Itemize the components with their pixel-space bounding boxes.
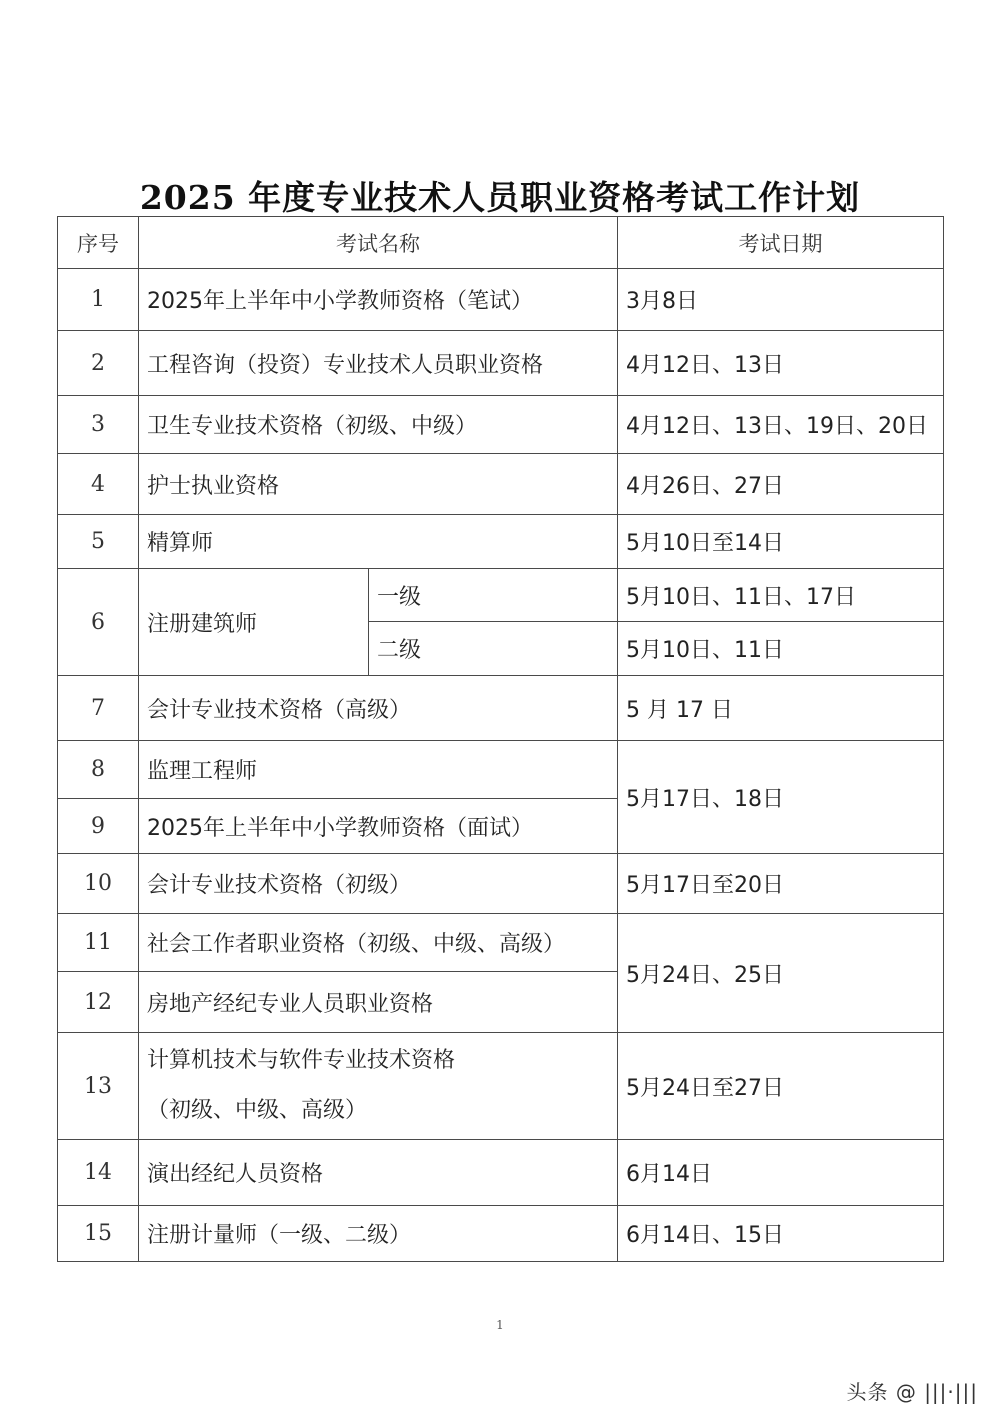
row-seq: 10 <box>58 854 139 914</box>
row-exam-date: 5月17日、18日 <box>618 741 944 854</box>
table-row <box>58 569 944 622</box>
row-seq: 4 <box>58 454 139 515</box>
row-exam-date: 5 月 17 日 <box>618 676 944 741</box>
header-seq: 序号 <box>58 217 139 269</box>
row-exam-name-line2: （初级、中级、高级） <box>147 1098 368 1123</box>
row-exam-name: 监理工程师 <box>139 741 618 799</box>
table-row <box>58 269 944 331</box>
table-row <box>58 454 944 515</box>
row-exam-date: 3月8日 <box>618 269 944 331</box>
row-exam-date: 5月17日至20日 <box>618 854 944 914</box>
row-exam-name: 2025年上半年中小学教师资格（面试） <box>139 799 618 854</box>
row-exam-date: 4月26日、27日 <box>618 454 944 515</box>
table-row <box>58 515 944 569</box>
row-exam-date: 4月12日、13日 <box>618 331 944 396</box>
row-exam-name: 卫生专业技术资格（初级、中级） <box>139 396 618 454</box>
row-exam-name: 工程咨询（投资）专业技术人员职业资格 <box>139 331 618 396</box>
row-exam-date: 6月14日 <box>618 1140 944 1206</box>
row-seq: 1 <box>58 269 139 331</box>
row-seq: 7 <box>58 676 139 741</box>
table-row <box>58 331 944 396</box>
row-exam-date: 4月12日、13日、19日、20日 <box>618 396 944 454</box>
row-seq: 13 <box>58 1033 139 1140</box>
exam-schedule-table <box>57 216 944 1262</box>
table-row <box>58 396 944 454</box>
source-watermark: 头条 @ |||·||| <box>846 1380 978 1404</box>
row-exam-date: 5月10日至14日 <box>618 515 944 569</box>
page-number: 1 <box>496 1318 504 1332</box>
row-exam-name: 精算师 <box>139 515 618 569</box>
row-seq: 6 <box>58 569 139 676</box>
row-exam-name: 社会工作者职业资格（初级、中级、高级） <box>139 914 618 972</box>
row-exam-name: 注册计量师（一级、二级） <box>139 1206 618 1262</box>
row-exam-name <box>139 1033 618 1140</box>
row-exam-name: 房地产经纪专业人员职业资格 <box>139 972 618 1033</box>
header-date: 考试日期 <box>618 217 944 269</box>
row-seq: 8 <box>58 741 139 799</box>
row-seq: 12 <box>58 972 139 1033</box>
row-exam-date: 5月10日、11日、17日 <box>618 569 944 622</box>
header-name: 考试名称 <box>139 217 618 269</box>
row-seq: 3 <box>58 396 139 454</box>
row-exam-name: 会计专业技术资格（高级） <box>139 676 618 741</box>
table-row <box>58 676 944 741</box>
row-exam-date: 5月10日、11日 <box>618 622 944 676</box>
row-exam-name-line1: 计算机技术与软件专业技术资格 <box>147 1048 456 1073</box>
table-row <box>58 741 944 799</box>
row-exam-name: 护士执业资格 <box>139 454 618 515</box>
table-row <box>58 854 944 914</box>
row-sub-level: 二级 <box>369 622 618 676</box>
table-header-row <box>58 217 944 269</box>
row-seq: 2 <box>58 331 139 396</box>
row-exam-name: 2025年上半年中小学教师资格（笔试） <box>139 269 618 331</box>
row-seq: 9 <box>58 799 139 854</box>
row-seq: 11 <box>58 914 139 972</box>
row-seq: 5 <box>58 515 139 569</box>
row-seq: 15 <box>58 1206 139 1262</box>
table-row <box>58 1206 944 1262</box>
row-exam-date: 6月14日、15日 <box>618 1206 944 1262</box>
row-exam-name: 注册建筑师 <box>139 569 369 676</box>
row-exam-date: 5月24日、25日 <box>618 914 944 1033</box>
table-row <box>58 1140 944 1206</box>
table-row <box>58 914 944 972</box>
row-exam-name: 会计专业技术资格（初级） <box>139 854 618 914</box>
row-exam-date: 5月24日至27日 <box>618 1033 944 1140</box>
table-row <box>58 1033 944 1140</box>
row-exam-name: 演出经纪人员资格 <box>139 1140 618 1206</box>
row-sub-level: 一级 <box>369 569 618 622</box>
row-seq: 14 <box>58 1140 139 1206</box>
document-title: 2025 年度专业技术人员职业资格考试工作计划 <box>139 178 861 217</box>
